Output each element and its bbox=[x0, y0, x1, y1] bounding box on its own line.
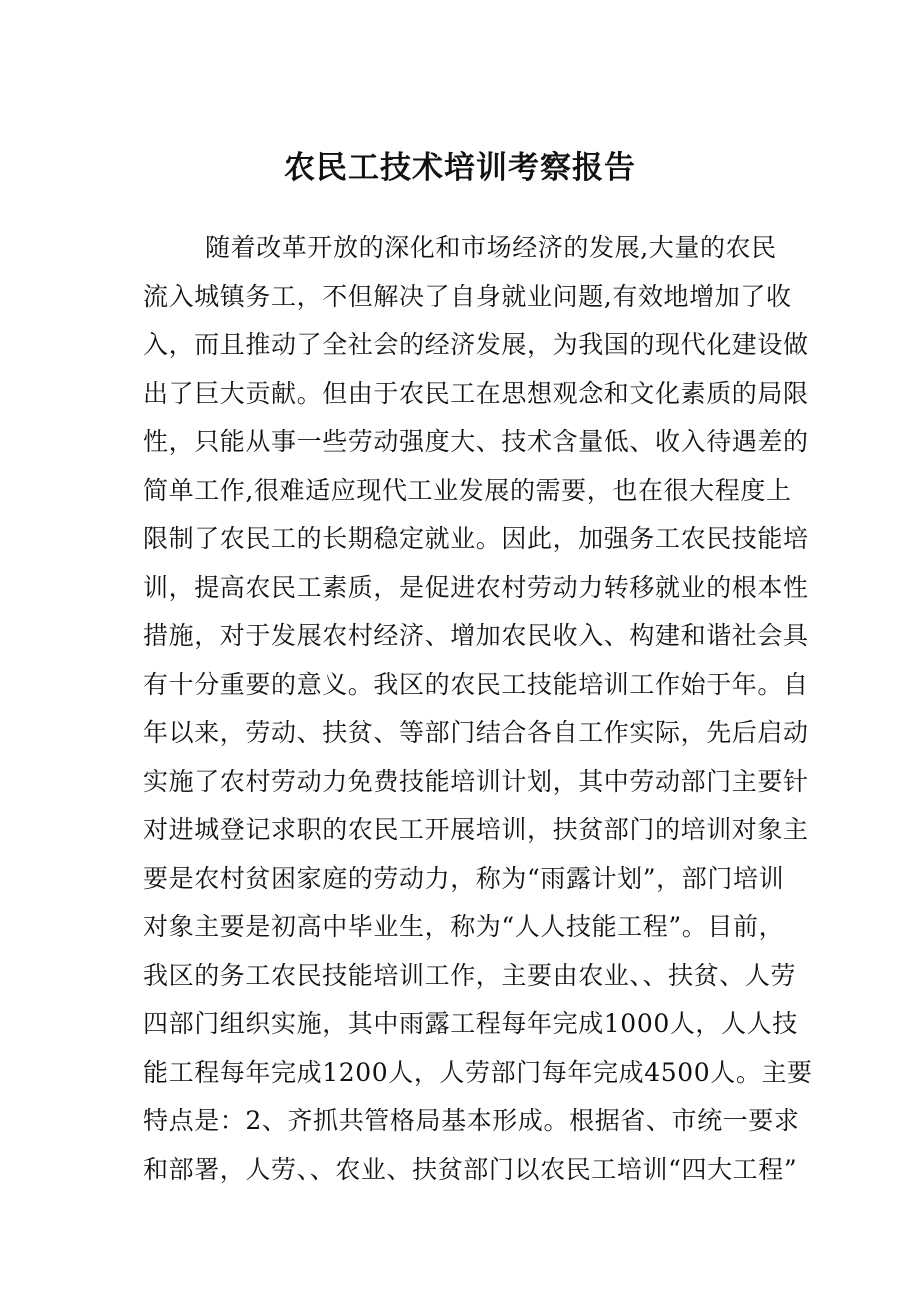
text-line: 实施了农村劳动力免费技能培训计划，其中劳动部门主要针 bbox=[143, 766, 809, 796]
text-line: 四部门组织实施，其中雨露工程每年完成1000人，人人技 bbox=[143, 1009, 798, 1038]
text-line: 对象主要是初高中毕业生，称为“人人技能工程”。目前， bbox=[143, 912, 785, 941]
text-line: 有十分重要的意义。我区的农民工技能培训工作始于年。自 bbox=[143, 669, 809, 699]
text-line: 入，而且推动了全社会的经济发展，为我国的现代化建设做 bbox=[143, 330, 809, 359]
body-paragraph bbox=[143, 224, 813, 1194]
text-line: 对进城登记求职的农民工开展培训，扶贫部门的培训对象主 bbox=[143, 815, 809, 844]
text-line: 简单工作,很难适应现代工业发展的需要，也在很大程度上 bbox=[143, 475, 792, 505]
text-line: 限制了农民工的长期稳定就业。因此，加强务工农民技能培 bbox=[143, 524, 809, 553]
text-line: 能工程每年完成1200人，人劳部门每年完成4500人。主要 bbox=[143, 1057, 813, 1087]
text-line: 年以来，劳动、扶贫、等部门结合各自工作实际，先后启动 bbox=[143, 718, 809, 747]
document-title: 农民工技术培训考察报告 bbox=[284, 150, 636, 186]
text-line: 性，只能从事一些劳动强度大、技术含量低、收入待遇差的 bbox=[143, 427, 809, 456]
text-line: 随着改革开放的深化和市场经济的发展,大量的农民 bbox=[205, 233, 777, 262]
text-line: 我区的务工农民技能培训工作，主要由农业、、扶贫、人劳 bbox=[143, 960, 797, 990]
text-line: 出了巨大贡献。但由于农民工在思想观念和文化素质的局限 bbox=[143, 378, 809, 408]
text-line: 流入城镇务工，不但解决了自身就业问题,有效地增加了收 bbox=[143, 281, 792, 311]
text-line: 和部署，人劳、、农业、扶贫部门以农民工培训“四大工程” bbox=[143, 1154, 798, 1184]
text-line: 措施，对于发展农村经济、增加农民收入、构建和谐社会具 bbox=[143, 621, 809, 650]
text-line: 训，提高农民工素质，是促进农村劳动力转移就业的根本性 bbox=[143, 572, 809, 602]
text-line: 特点是：2、齐抓共管格局基本形成。根据省、市统一要求 bbox=[143, 1106, 800, 1135]
text-line: 要是农村贫困家庭的劳动力，称为“雨露计划”，部门培训 bbox=[143, 863, 785, 893]
